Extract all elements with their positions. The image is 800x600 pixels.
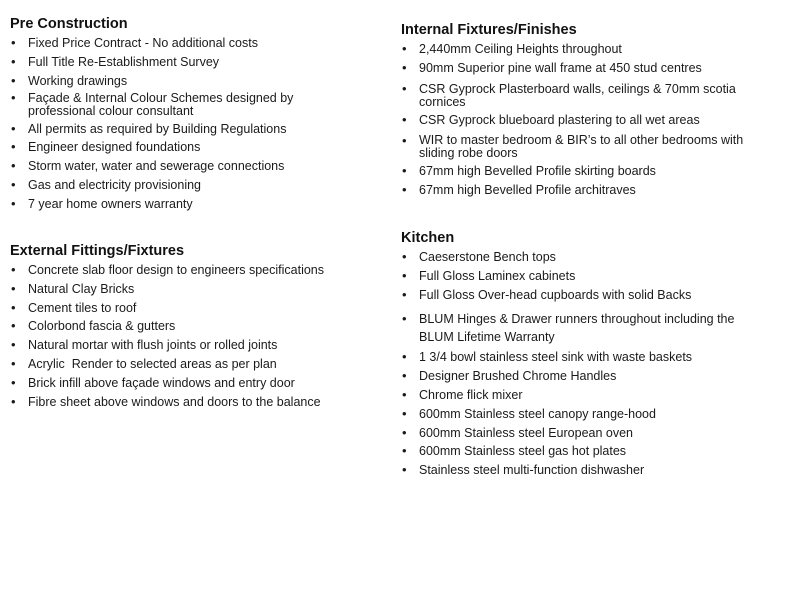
list-item: • Full Gloss Laminex cabinets (401, 269, 793, 284)
list-item: • Caeserstone Bench tops (401, 250, 793, 265)
list-item: • 2,440mm Ceiling Heights throughout (401, 42, 793, 57)
list-item: • Gas and electricity provisioning (10, 178, 370, 193)
list-item: • CSR Gyprock Plasterboard walls, ceilings & 70mm scotia cornices (401, 83, 769, 108)
list-item: • 600mm Stainless steel canopy range-hood (401, 407, 793, 422)
list-item: • Full Gloss Over-head cupboards with solid Backs (401, 288, 793, 303)
list-item: • 1 3/4 bowl stainless steel sink with waste baskets (401, 350, 793, 365)
list-item: • Cement tiles to roof (10, 301, 370, 316)
list-item: • Acrylic Render to selected areas as per plan (10, 357, 370, 372)
list-item: • Full Title Re-Establishment Survey (10, 55, 370, 70)
list-item: • Fibre sheet above windows and doors to the balance (10, 395, 370, 410)
list-item: • Brick infill above façade windows and entry door (10, 376, 370, 391)
list-item: • CSR Gyprock blueboard plastering to all wet areas (401, 113, 793, 128)
section-heading-kitchen: Kitchen (401, 230, 455, 246)
list-item: • Designer Brushed Chrome Handles (401, 369, 793, 384)
section-kitchen (401, 229, 793, 482)
section-external-fittings (10, 242, 370, 413)
section-heading-pre-construction: Pre Construction (10, 16, 128, 32)
list-item: • WIR to master bedroom & BIR’s to all other bedrooms with sliding robe doors (401, 134, 749, 160)
list-item: • Stainless steel multi-function dishwasher (401, 463, 793, 478)
internal-fixtures-list (401, 42, 793, 198)
section-heading-external-fittings: External Fittings/Fixtures (10, 243, 185, 259)
list-item: • Concrete slab floor design to engineers specifications (10, 263, 370, 278)
pre-construction-list (10, 36, 370, 211)
list-item: • Façade & Internal Colour Schemes designed by professional colour consultant (10, 92, 328, 117)
list-item: • 7 year home owners warranty (10, 197, 370, 212)
list-item: • Chrome flick mixer (401, 388, 793, 403)
list-item: • Colorbond fascia & gutters (10, 319, 370, 334)
list-item: • All permits as required by Building Regulations (10, 122, 370, 137)
section-pre-construction (10, 15, 370, 216)
list-item: • Engineer designed foundations (10, 140, 370, 155)
section-heading-internal-fixtures: Internal Fixtures/Finishes (401, 22, 577, 38)
list-item: • 90mm Superior pine wall frame at 450 stud centres (401, 61, 793, 76)
list-item: • Natural Clay Bricks (10, 282, 370, 297)
list-item: • 600mm Stainless steel gas hot plates (401, 444, 793, 459)
section-internal-fixtures (401, 21, 793, 202)
external-fittings-list (10, 263, 370, 409)
list-item: • Working drawings (10, 74, 370, 89)
list-item: • Natural mortar with flush joints or rolled joints (10, 338, 370, 353)
list-item: • 600mm Stainless steel European oven (401, 426, 793, 441)
list-item: • BLUM Hinges & Drawer runners throughout including the BLUM Lifetime Warranty (401, 310, 749, 346)
kitchen-list (401, 250, 793, 478)
list-item: • Storm water, water and sewerage connections (10, 159, 370, 174)
list-item: • 67mm high Bevelled Profile skirting boards (401, 164, 793, 179)
list-item: • Fixed Price Contract - No additional costs (10, 36, 370, 51)
list-item: • 67mm high Bevelled Profile architraves (401, 183, 793, 198)
